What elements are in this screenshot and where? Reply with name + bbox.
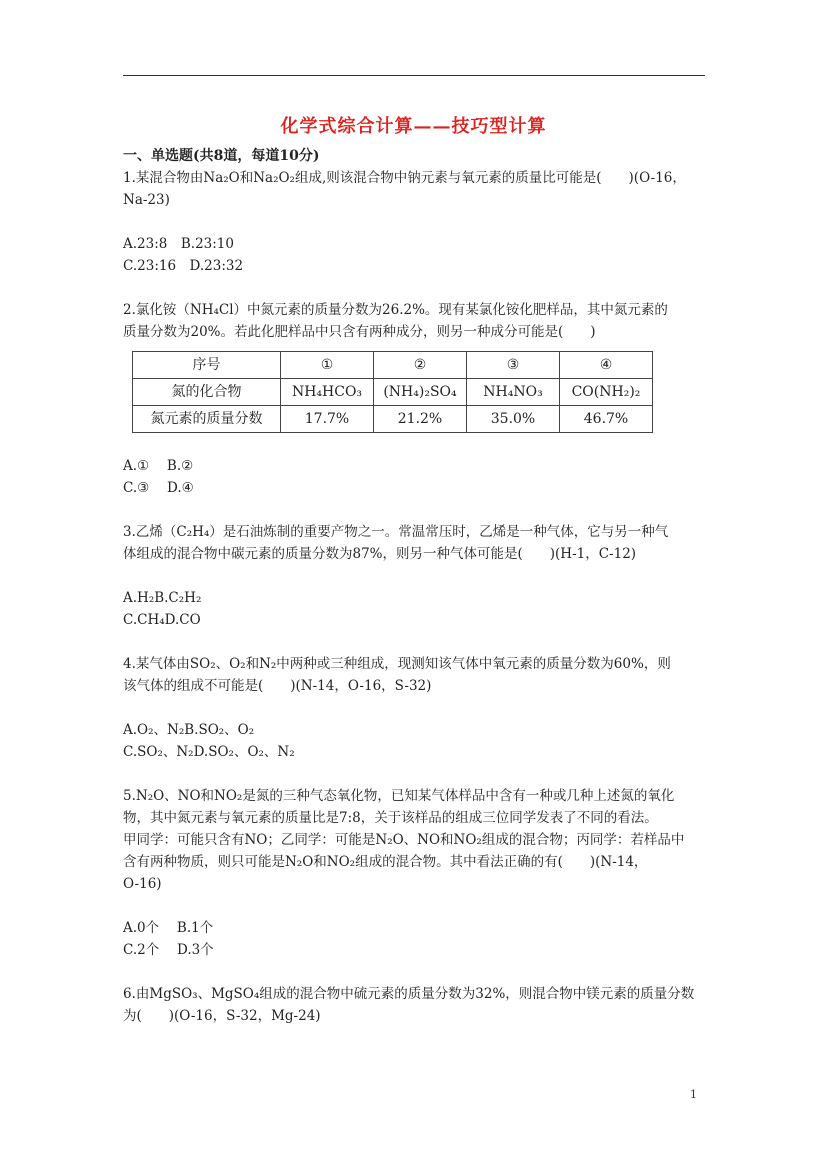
- table-cell: 氮的化合物: [133, 379, 281, 406]
- document-body: [123, 145, 708, 1027]
- table-cell: CO(NH₂)₂: [560, 379, 653, 406]
- page-title: 化学式综合计算——技巧型计算: [280, 116, 547, 137]
- question-1-line-1: 1.某混合物由Na₂O和Na₂O₂组成,则该混合物中钠元素与氧元素的质量比可能是( )(O-16，: [123, 170, 686, 186]
- section-heading: 一、单选题(共8道，每道10分): [123, 148, 320, 164]
- question-3: [123, 521, 708, 631]
- question-2-line-2: 质量分数为20%。若此化肥样品中只含有两种成分，则另一种成分可能是( ): [123, 324, 596, 340]
- table-cell: ④: [560, 352, 653, 379]
- question-4: [123, 653, 708, 763]
- question-1: [123, 167, 708, 277]
- table-cell: 35.0%: [467, 406, 560, 433]
- table-cell: NH₄NO₃: [467, 379, 560, 406]
- question-5-options-ab: A.0个 B.1个: [123, 920, 214, 936]
- question-5-line-4: 含有两种物质，则只可能是N₂O和NO₂组成的混合物。其中看法正确的有( )(N-14，: [123, 854, 648, 870]
- table-cell: 17.7%: [281, 406, 374, 433]
- question-3-line-2: 体组成的混合物中碳元素的质量分数为87%，则另一种气体可能是( )(H-1，C-12): [123, 546, 637, 562]
- question-2-options-ab: A.① B.②: [123, 458, 194, 474]
- question-1-line-2: Na-23): [123, 192, 170, 208]
- table-cell: NH₄HCO₃: [281, 379, 374, 406]
- question-2-line-1: 2.氯化铵（NH₄Cl）中氮元素的质量分数为26.2%。现有某氯化铵化肥样品，其中氮元素的: [123, 302, 668, 318]
- question-2-options-cd: C.③ D.④: [123, 480, 194, 496]
- table-cell: ②: [374, 352, 467, 379]
- table-row: [133, 352, 653, 379]
- nitrogen-compound-table: [132, 351, 653, 433]
- table-cell: 序号: [133, 352, 281, 379]
- question-5-line-1: 5.N₂O、NO和NO₂是氮的三种气态氧化物，已知某气体样品中含有一种或几种上述氮的氧化: [123, 788, 675, 804]
- table-cell: ③: [467, 352, 560, 379]
- table-row: [133, 379, 653, 406]
- question-1-options-cd: C.23:16 D.23:32: [123, 258, 244, 274]
- question-3-options-ab: A.H₂B.C₂H₂: [123, 590, 202, 606]
- question-6-line-1: 6.由MgSO₃、MgSO₄组成的混合物中硫元素的质量分数为32%，则混合物中镁元素的质量分数: [123, 986, 695, 1002]
- question-1-options-ab: A.23:8 B.23:10: [123, 236, 234, 252]
- question-5-options-cd: C.2个 D.3个: [123, 942, 214, 958]
- question-4-line-1: 4.某气体由SO₂、O₂和N₂中两种或三种组成，现测知该气体中氧元素的质量分数为60%，则: [123, 656, 671, 672]
- question-5-line-3: 甲同学：可能只含有NO；乙同学：可能是N₂O、NO和NO₂组成的混合物；丙同学：若样品中: [123, 832, 685, 848]
- table-cell: 氮元素的质量分数: [133, 406, 281, 433]
- table-cell: 46.7%: [560, 406, 653, 433]
- question-6-line-2: 为( )(O-16，S-32，Mg-24): [123, 1008, 321, 1024]
- header-rule: [123, 75, 705, 76]
- table-cell: ①: [281, 352, 374, 379]
- page-number: 1: [690, 1088, 697, 1101]
- table-cell: (NH₄)₂SO₄: [374, 379, 467, 406]
- question-3-line-1: 3.乙烯（C₂H₄）是石油炼制的重要产物之一。常温常压时，乙烯是一种气体，它与另一种气: [123, 524, 669, 540]
- question-5-line-5: O-16): [123, 876, 162, 892]
- question-4-line-2: 该气体的组成不可能是( )(N-14，O-16，S-32): [123, 678, 432, 694]
- question-3-options-cd: C.CH₄D.CO: [123, 612, 201, 628]
- question-5-line-2: 物，其中氮元素与氧元素的质量比是7:8，关于该样品的组成三位同学发表了不同的看法。: [123, 810, 658, 826]
- question-4-options-ab: A.O₂、N₂B.SO₂、O₂: [123, 722, 255, 738]
- question-4-options-cd: C.SO₂、N₂D.SO₂、O₂、N₂: [123, 744, 295, 760]
- question-2: [123, 299, 708, 499]
- table-row: [133, 406, 653, 433]
- question-5: [123, 785, 708, 961]
- question-6: [123, 983, 708, 1027]
- table-cell: 21.2%: [374, 406, 467, 433]
